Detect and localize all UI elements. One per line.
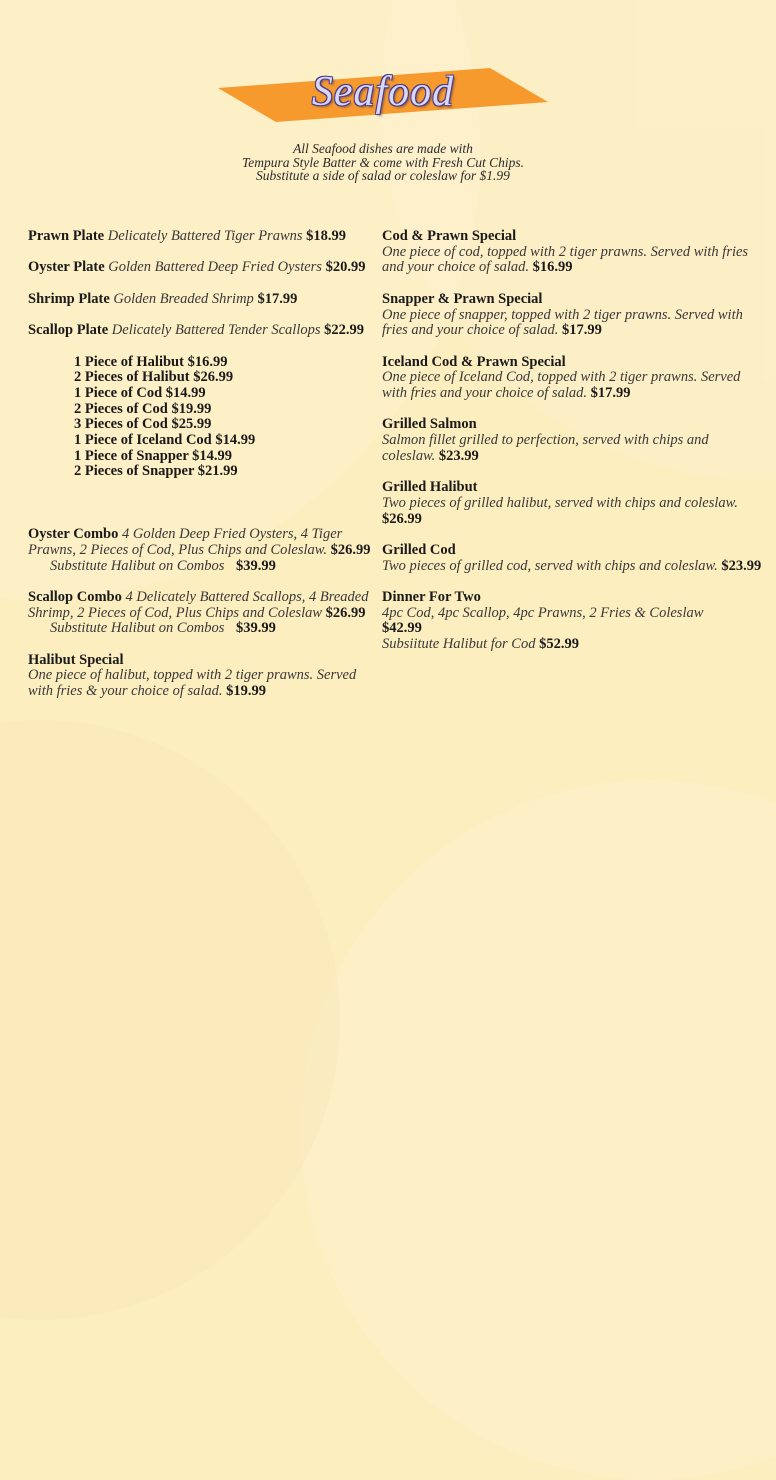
menu-item-halibut-special	[28, 653, 373, 700]
menu-item-dinner-for-two	[382, 590, 762, 653]
item-description: Two pieces of grilled halibut, served with chips and coleslaw.	[382, 494, 738, 511]
substitution-price: $52.99	[539, 636, 579, 653]
substitution-price: $39.99	[236, 557, 276, 574]
menu-item-grilled-halibut	[382, 480, 762, 527]
item-name: Scallop Plate	[28, 322, 109, 339]
item-price: $17.99	[562, 322, 602, 339]
item-description: Salmon fillet grilled to perfection, served with chips and coleslaw.	[382, 432, 709, 464]
intro-line: Substitute a side of salad or coleslaw for $1.99	[256, 168, 510, 183]
item-name: Oyster Combo	[28, 526, 119, 543]
item-name: Prawn Plate	[28, 228, 105, 244]
item-description: Delicately Battered Tender Scallops	[111, 322, 321, 339]
item-name: Halibut Special	[28, 651, 124, 668]
item-price: $23.99	[721, 557, 762, 574]
item-price: $17.99	[590, 385, 631, 401]
item-name: Grilled Halibut	[382, 479, 478, 496]
intro-line: All Seafood dishes are made with	[293, 141, 473, 156]
menu-item-iceland-cod-prawn-special	[382, 355, 762, 402]
item-price: $20.99	[325, 259, 366, 276]
item-description: 4 Delicately Battered Scallops, 4 Breaded Shrimp, 2 Pieces of Cod, Plus Chips and Coleslaw	[28, 588, 369, 621]
fish-option: 1 Piece of Halibut $16.99	[74, 353, 228, 370]
item-description: 4 Golden Deep Fried Oysters, 4 Tiger Prawns, 2 Pieces of Cod, Plus Chips and Coleslaw.	[28, 526, 343, 558]
fish-option: 2 Pieces of Snapper $21.99	[74, 463, 238, 480]
item-name: Scallop Combo	[28, 588, 122, 605]
menu-item-grilled-salmon	[382, 417, 762, 464]
fish-option: 2 Pieces of Halibut $26.99	[74, 369, 234, 386]
item-name: Oyster Plate	[28, 259, 105, 276]
background-circle	[300, 780, 776, 1480]
menu-item-cod-prawn-special	[382, 229, 762, 276]
item-description: One piece of halibut, topped with 2 tiger prawns. Served with fries & your choice of salad.	[28, 667, 357, 700]
item-price: $26.99	[382, 510, 422, 527]
item-description: One piece of snapper, topped with 2 tiger prawns. Served with fries and your choice of salad.	[382, 306, 743, 339]
item-description: Delicately Battered Tiger Prawns	[107, 228, 303, 244]
left-column	[28, 229, 373, 716]
menu-item-scallop-combo	[28, 590, 373, 637]
substitution-price: $39.99	[236, 620, 276, 637]
fish-option: 1 Piece of Snapper $14.99	[74, 447, 233, 464]
item-name: Dinner For Two	[382, 589, 481, 606]
item-name: Cod & Prawn Special	[382, 228, 517, 244]
item-price: $17.99	[257, 290, 298, 307]
menu-item-oyster-combo	[28, 527, 373, 574]
fish-and-chips-list	[28, 355, 373, 481]
item-description: Golden Breaded Shrimp	[113, 290, 254, 307]
item-name: Grilled Salmon	[382, 416, 477, 433]
menu-item-prawn-plate	[28, 229, 373, 245]
item-price: $26.99	[330, 541, 371, 558]
menu-item-scallop-plate	[28, 323, 373, 339]
substitution-text: Substitute Halibut on Combos	[50, 557, 225, 574]
fish-option: 1 Piece of Iceland Cod $14.99	[74, 432, 256, 449]
item-price: $18.99	[306, 228, 347, 244]
right-column	[382, 229, 762, 669]
menu-item-grilled-cod	[382, 543, 762, 574]
item-name: Iceland Cod & Prawn Special	[382, 353, 566, 370]
item-description: Golden Battered Deep Fried Oysters	[108, 259, 322, 276]
fish-option: 1 Piece of Cod $14.99	[74, 384, 206, 401]
intro-text	[180, 142, 586, 183]
substitution-line	[382, 637, 762, 653]
page-title: Seafood	[311, 69, 455, 115]
item-price: $23.99	[438, 447, 479, 464]
item-description: 4pc Cod, 4pc Scallop, 4pc Prawns, 2 Fries & Coleslaw	[382, 604, 704, 621]
menu-item-oyster-plate	[28, 260, 373, 276]
item-price: $42.99	[382, 620, 422, 637]
menu-item-snapper-prawn-special	[382, 292, 762, 339]
item-price: $19.99	[226, 683, 267, 700]
background-circle	[0, 720, 340, 1320]
item-price: $26.99	[325, 604, 366, 621]
substitution-text: Substitute Halibut on Combos	[50, 620, 225, 637]
item-price: $22.99	[324, 322, 365, 339]
intro-line: Tempura Style Batter & come with Fresh Cut Chips.	[241, 154, 525, 170]
menu-item-shrimp-plate	[28, 292, 373, 308]
title-banner	[218, 66, 548, 124]
item-name: Snapper & Prawn Special	[382, 290, 543, 307]
item-description: One piece of Iceland Cod, topped with 2 tiger prawns. Served with fries and your choice of salad.	[382, 369, 741, 401]
fish-option: 3 Pieces of Cod $25.99	[74, 416, 212, 433]
substitution-text: Subsiitute Halibut for Cod	[382, 636, 536, 653]
item-description: One piece of cod, topped with 2 tiger prawns. Served with fries and your choice of salad.	[382, 243, 749, 276]
item-price: $16.99	[532, 259, 573, 276]
item-name: Shrimp Plate	[28, 290, 110, 307]
item-description: Two pieces of grilled cod, served with chips and coleslaw.	[382, 557, 718, 574]
substitution-line	[28, 559, 373, 575]
item-name: Grilled Cod	[382, 541, 456, 558]
substitution-line	[28, 621, 373, 637]
fish-option: 2 Pieces of Cod $19.99	[74, 400, 212, 417]
